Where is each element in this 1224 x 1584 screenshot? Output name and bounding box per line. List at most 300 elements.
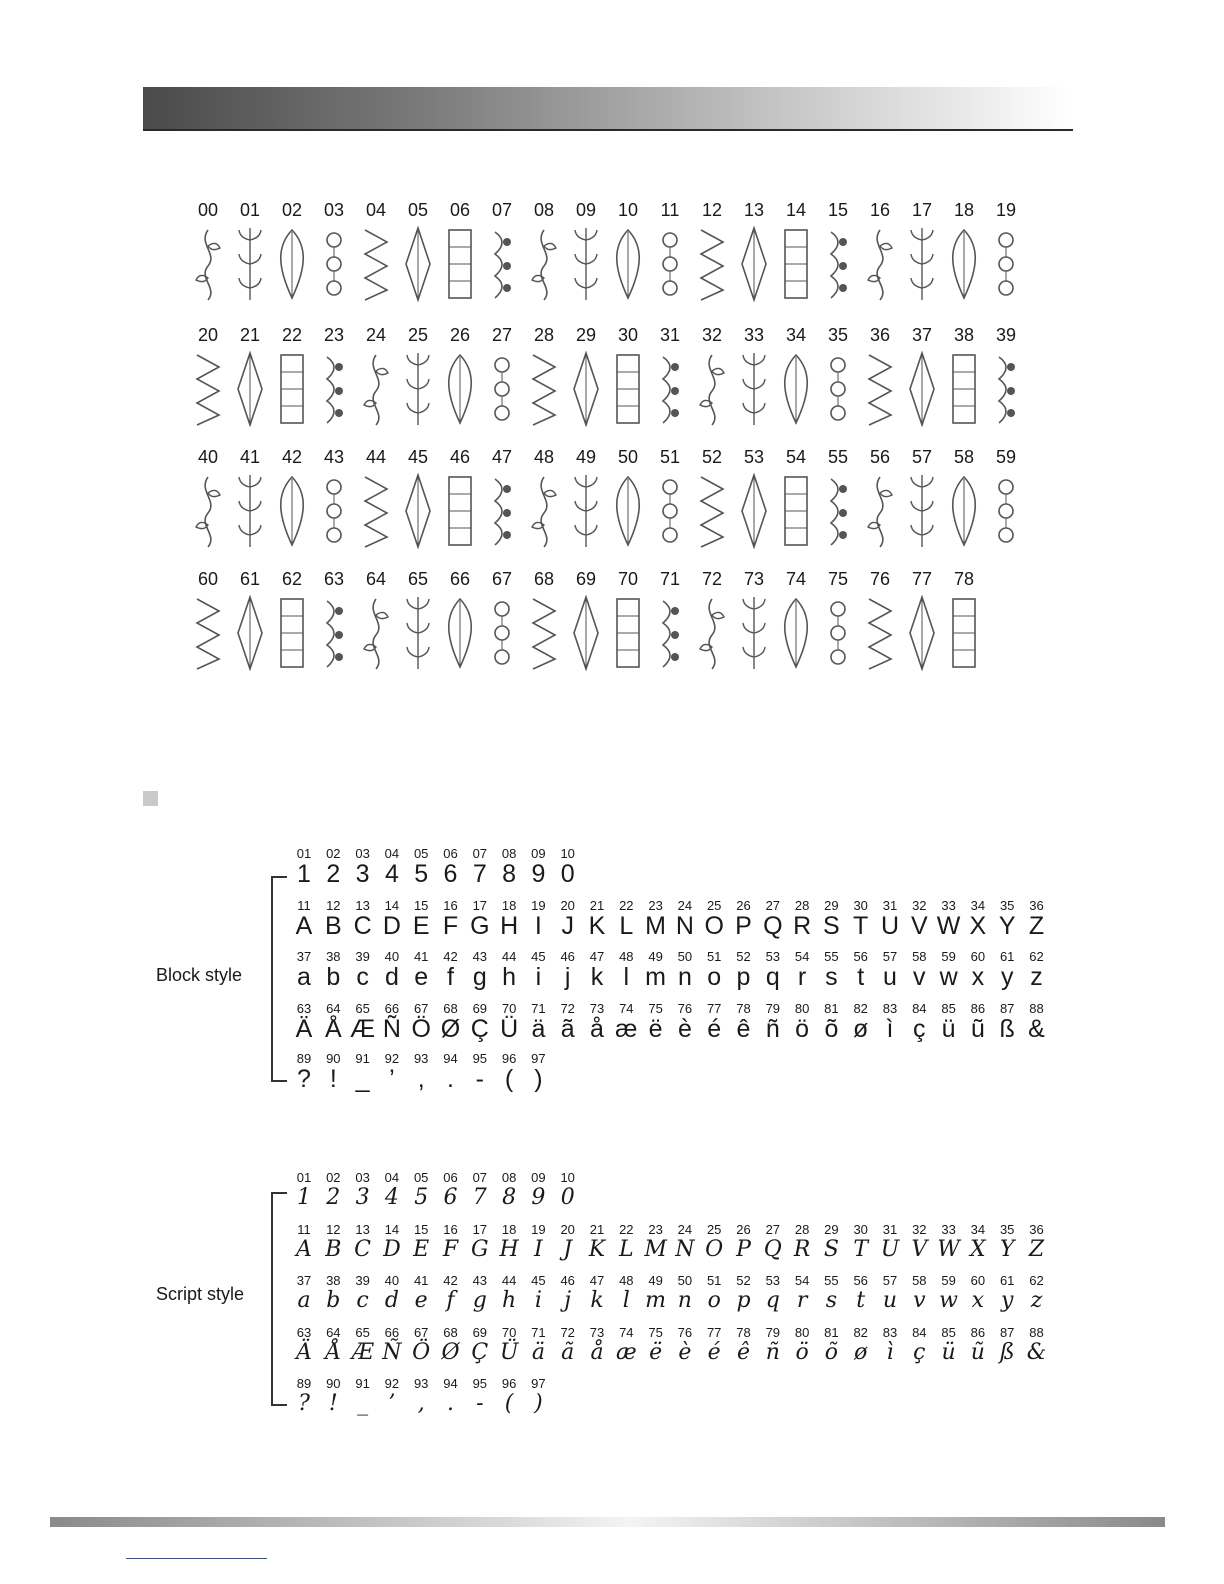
pattern-cell [985, 447, 1027, 557]
char-number: 09 [531, 1170, 546, 1185]
pattern-number: 02 [281, 200, 303, 220]
pattern-cell [481, 200, 523, 310]
pattern-number: 37 [911, 325, 933, 345]
pattern-cell [901, 325, 943, 435]
char-number: 91 [355, 1051, 370, 1066]
block-style-label: Block style [156, 965, 243, 985]
char-glyph: ì [886, 1340, 894, 1365]
char-number: 09 [531, 846, 546, 861]
char-glyph: f [447, 963, 454, 991]
char-glyph: 6 [443, 1185, 458, 1210]
swirl-stem-icon [571, 351, 601, 427]
pattern-number: 75 [827, 569, 849, 589]
pattern-cell [817, 200, 859, 310]
char-glyph: 2 [326, 860, 341, 888]
char-glyph: Æ [350, 1015, 376, 1043]
pattern-number: 72 [701, 569, 723, 589]
bow-icon [361, 595, 391, 671]
pattern-cell [943, 569, 985, 679]
char-glyph: 8 [502, 1185, 517, 1210]
char-number: 02 [326, 1170, 341, 1185]
char-number: 24 [677, 898, 693, 913]
char-glyph: õ [824, 1015, 839, 1043]
char-glyph: 1 [297, 1185, 311, 1210]
pattern-number: 29 [575, 325, 597, 345]
char-glyph: ) [534, 1391, 543, 1416]
pattern-cell [607, 200, 649, 310]
char-glyph: ’ [388, 1391, 396, 1416]
char-number: 92 [384, 1051, 400, 1066]
star-solid-icon [949, 351, 979, 427]
char-glyph: A [295, 912, 313, 940]
char-number: 96 [501, 1051, 517, 1066]
char-glyph: G [471, 1237, 489, 1262]
char-glyph: . [447, 1065, 454, 1093]
pattern-number: 27 [491, 325, 513, 345]
char-glyph: ? [298, 1391, 310, 1416]
header-rule [143, 129, 1073, 131]
wave-band-icon [907, 473, 937, 549]
pattern-number: 47 [491, 447, 513, 467]
char-number: 92 [384, 1376, 400, 1391]
char-glyph: d [384, 1288, 399, 1313]
char-glyph: h [502, 1288, 517, 1313]
pattern-cell [523, 569, 565, 679]
char-number: 10 [560, 846, 575, 861]
tulip-bud-icon [655, 351, 685, 427]
char-number: 95 [472, 1376, 488, 1391]
char-glyph: Ü [500, 1015, 519, 1043]
char-glyph: Ñ [382, 1015, 401, 1043]
char-glyph: O [704, 912, 724, 940]
char-number: 59 [941, 949, 956, 964]
char-number: 43 [472, 1273, 488, 1288]
char-glyph: - [476, 1391, 484, 1416]
pattern-number: 38 [953, 325, 975, 345]
char-glyph: _ [357, 1391, 369, 1416]
pattern-cell [901, 569, 943, 679]
char-number: 59 [941, 1273, 956, 1288]
pattern-cell [481, 325, 523, 435]
char-number: 97 [531, 1051, 546, 1066]
char-number: 73 [589, 1325, 605, 1340]
char-glyph: p [736, 963, 751, 991]
char-glyph: Å [325, 1340, 342, 1365]
pattern-number: 20 [197, 325, 219, 345]
char-number: 77 [706, 1001, 722, 1016]
scroll-cross-icon [277, 595, 307, 671]
char-glyph: Ø [441, 1340, 460, 1365]
char-number: 79 [765, 1325, 781, 1340]
char-number: 86 [970, 1325, 986, 1340]
pattern-number: 73 [743, 569, 765, 589]
flower-spray-icon [487, 351, 517, 427]
pattern-number: 35 [827, 325, 849, 345]
char-number: 31 [882, 1222, 898, 1237]
char-glyph: Å [324, 1015, 342, 1043]
char-glyph: æ [615, 1340, 637, 1365]
pattern-cell [523, 325, 565, 435]
quatrefoil-icon [697, 351, 727, 427]
char-glyph: z [1030, 1288, 1043, 1313]
pattern-number: 44 [365, 447, 387, 467]
char-glyph: 1 [297, 860, 311, 888]
pattern-number: 68 [533, 569, 555, 589]
pattern-number: 30 [617, 325, 639, 345]
char-glyph: i [535, 963, 542, 991]
pattern-cell [187, 200, 229, 310]
char-number: 93 [413, 1051, 429, 1066]
zigzag-leaf-icon [739, 351, 769, 427]
pattern-number: 59 [995, 447, 1017, 467]
char-number: 22 [619, 1222, 634, 1237]
char-glyph: ø [854, 1340, 868, 1365]
char-glyph: ã [560, 1015, 575, 1043]
char-glyph: ’ [389, 1065, 395, 1093]
char-number: 03 [355, 1170, 370, 1185]
pattern-cell [355, 200, 397, 310]
char-number: 84 [912, 1325, 927, 1340]
char-glyph: C [353, 912, 372, 940]
char-number: 40 [384, 1273, 400, 1288]
rose-stem-icon [949, 226, 979, 302]
char-glyph: æ [615, 1015, 638, 1043]
checker-step-icon [445, 473, 475, 549]
figure-eight-icon [445, 595, 475, 671]
char-glyph: d [384, 963, 399, 991]
pattern-number: 58 [953, 447, 975, 467]
snowflake-grid-icon [865, 351, 895, 427]
block-style-bracket [271, 876, 287, 1082]
char-glyph: K [588, 1237, 606, 1262]
char-number: 75 [648, 1001, 663, 1016]
pattern-number: 40 [197, 447, 219, 467]
pattern-number: 17 [911, 200, 933, 220]
char-glyph: ç [913, 1015, 926, 1043]
char-number: 25 [706, 898, 722, 913]
char-number: 90 [326, 1376, 341, 1391]
pattern-number: 24 [365, 325, 387, 345]
char-number: 50 [677, 949, 693, 964]
pattern-cell [607, 447, 649, 557]
pattern-cell [313, 200, 355, 310]
char-glyph: 7 [472, 860, 487, 888]
char-glyph: q [765, 1288, 780, 1313]
char-glyph: è [678, 1340, 692, 1365]
pattern-cell [817, 325, 859, 435]
char-number: 71 [531, 1325, 546, 1340]
char-glyph: U [880, 912, 900, 940]
pattern-cell [355, 325, 397, 435]
char-glyph: u [882, 1288, 898, 1313]
flower-leaf-icon [403, 351, 433, 427]
char-glyph: q [765, 963, 780, 991]
char-number: 80 [794, 1001, 810, 1016]
char-glyph: n [677, 1288, 692, 1313]
char-number: 12 [326, 898, 341, 913]
pattern-cell [775, 447, 817, 557]
char-number: 87 [999, 1001, 1015, 1016]
char-number: 67 [413, 1325, 429, 1340]
pattern-cell [229, 200, 271, 310]
char-number: 72 [560, 1001, 575, 1016]
char-glyph: ä [531, 1340, 545, 1365]
char-glyph: ũ [970, 1340, 985, 1365]
char-number: 35 [999, 898, 1015, 913]
dash-line-icon [613, 473, 643, 549]
char-number: 11 [297, 898, 311, 913]
footer-bar [50, 1517, 1165, 1527]
char-number: 02 [326, 846, 341, 861]
char-number: 88 [1029, 1001, 1044, 1016]
char-number: 93 [413, 1376, 429, 1391]
char-number: 62 [1029, 949, 1044, 964]
char-number: 48 [619, 949, 634, 964]
char-glyph: e [414, 1288, 428, 1313]
pattern-number: 23 [323, 325, 345, 345]
char-glyph: j [564, 963, 571, 991]
char-number: 14 [384, 1222, 400, 1237]
char-number: 28 [794, 898, 810, 913]
pattern-cell [355, 447, 397, 557]
char-number: 94 [443, 1376, 458, 1391]
pattern-number: 05 [407, 200, 429, 220]
chevron-stack-icon [277, 473, 307, 549]
char-number: 37 [296, 949, 312, 964]
char-glyph: i [534, 1288, 542, 1313]
pattern-cell [985, 200, 1027, 310]
char-glyph: ì [886, 1015, 894, 1043]
char-number: 01 [296, 1170, 312, 1185]
char-glyph: g [472, 1288, 487, 1313]
leaf-outline-icon [529, 226, 559, 302]
pattern-number: 66 [449, 569, 471, 589]
char-glyph: W [937, 1237, 960, 1262]
char-number: 24 [677, 1222, 693, 1237]
char-glyph: é [707, 1340, 721, 1365]
char-glyph: Y [998, 912, 1016, 940]
char-number: 56 [853, 949, 868, 964]
char-glyph: n [677, 963, 692, 991]
leaf-curl-icon [655, 226, 685, 302]
char-number: 85 [941, 1001, 956, 1016]
char-glyph: é [707, 1015, 722, 1043]
char-glyph: A [296, 1237, 312, 1262]
pattern-number: 63 [323, 569, 345, 589]
leaf-vine-icon [235, 226, 265, 302]
leaf-solid-icon [739, 226, 769, 302]
pattern-row [187, 200, 1047, 310]
char-number: 31 [882, 898, 898, 913]
stair-icon [571, 473, 601, 549]
char-glyph: h [502, 963, 517, 991]
char-number: 78 [736, 1325, 751, 1340]
char-number: 74 [619, 1325, 634, 1340]
leaf-wave-icon [781, 226, 811, 302]
pattern-cell [439, 447, 481, 557]
pattern-cell [607, 569, 649, 679]
leaf-bow-icon [403, 595, 433, 671]
sprig-icon [487, 226, 517, 302]
char-glyph: T [853, 1237, 869, 1262]
char-number: 78 [736, 1001, 751, 1016]
char-glyph: D [383, 1237, 401, 1262]
pattern-cell [733, 325, 775, 435]
char-number: 06 [443, 1170, 458, 1185]
pattern-number: 12 [701, 200, 723, 220]
char-glyph: , [417, 1391, 425, 1416]
char-number: 50 [677, 1273, 693, 1288]
char-number: 56 [853, 1273, 868, 1288]
char-glyph: ! [329, 1065, 337, 1093]
char-glyph: x [971, 963, 985, 991]
char-number: 60 [970, 1273, 986, 1288]
pattern-cell [943, 447, 985, 557]
s-curve-icon [235, 595, 265, 671]
pattern-cell [775, 200, 817, 310]
pattern-number: 14 [785, 200, 807, 220]
leaf-swirl-icon [277, 226, 307, 302]
char-glyph: v [913, 1288, 926, 1313]
char-number: 29 [824, 898, 839, 913]
char-number: 87 [999, 1325, 1015, 1340]
pattern-cell [229, 447, 271, 557]
char-glyph: ũ [970, 1015, 985, 1043]
char-number: 42 [443, 949, 458, 964]
char-glyph: u [883, 963, 897, 991]
char-number: 27 [765, 1222, 781, 1237]
char-number: 60 [970, 949, 986, 964]
char-glyph: S [823, 912, 840, 940]
char-number: 45 [531, 949, 546, 964]
pattern-number: 00 [197, 200, 219, 220]
pattern-number: 69 [575, 569, 597, 589]
pattern-cell [775, 569, 817, 679]
char-glyph: j [564, 1288, 572, 1313]
char-glyph: y [1000, 963, 1014, 991]
char-number: 67 [413, 1001, 429, 1016]
char-number: 39 [355, 1273, 370, 1288]
char-glyph: è [677, 1015, 692, 1043]
char-glyph: s [825, 963, 838, 991]
pattern-row [187, 325, 1047, 435]
pattern-cell [859, 569, 901, 679]
char-number: 32 [912, 898, 927, 913]
char-number: 43 [472, 949, 488, 964]
char-glyph: J [563, 1237, 573, 1262]
char-glyph: ö [795, 1015, 810, 1043]
section-marker-icon [143, 791, 158, 806]
char-number: 41 [413, 949, 429, 964]
char-glyph: a [297, 963, 311, 991]
char-number: 13 [355, 898, 370, 913]
pattern-cell [859, 447, 901, 557]
char-glyph: J [561, 912, 574, 940]
pattern-number: 60 [197, 569, 219, 589]
char-number: 61 [999, 1273, 1015, 1288]
pattern-number: 22 [281, 325, 303, 345]
char-glyph: b [326, 1288, 341, 1313]
char-glyph: å [590, 1015, 604, 1043]
char-number: 65 [355, 1001, 370, 1016]
char-number: 83 [882, 1001, 898, 1016]
pattern-cell [859, 325, 901, 435]
feather-stitch-icon [781, 351, 811, 427]
char-glyph: w [939, 1288, 959, 1313]
pattern-number: 48 [533, 447, 555, 467]
leaf-striped-icon [571, 226, 601, 302]
char-number: 15 [413, 1222, 429, 1237]
rose-vine-icon [193, 351, 223, 427]
char-glyph: k [590, 963, 604, 991]
char-glyph: ä [531, 1015, 546, 1043]
char-number: 15 [413, 898, 429, 913]
diamond-link-icon [571, 595, 601, 671]
char-number: 17 [472, 1222, 488, 1237]
char-glyph: g [472, 963, 487, 991]
char-glyph: õ [824, 1340, 839, 1365]
char-number: 62 [1029, 1273, 1044, 1288]
char-number: 33 [941, 898, 956, 913]
char-glyph: T [853, 912, 869, 940]
leaf-fan-icon [613, 226, 643, 302]
char-number: 25 [706, 1222, 722, 1237]
pattern-cell [565, 447, 607, 557]
char-glyph: . [447, 1391, 454, 1416]
char-glyph: P [735, 912, 752, 940]
char-number: 08 [501, 1170, 517, 1185]
fan-icon [865, 473, 895, 549]
script-style-label: Script style [156, 1284, 245, 1304]
char-glyph: V [911, 1237, 928, 1262]
pattern-number: 19 [995, 200, 1017, 220]
pattern-cell [313, 569, 355, 679]
char-glyph: ë [648, 1015, 663, 1043]
char-glyph: y [1000, 1288, 1014, 1313]
pattern-number: 57 [911, 447, 933, 467]
char-number: 89 [296, 1376, 312, 1391]
char-glyph: X [970, 1237, 986, 1262]
char-number: 41 [413, 1273, 429, 1288]
rose-icon [991, 226, 1021, 302]
char-number: 53 [765, 949, 781, 964]
char-number: 70 [501, 1001, 517, 1016]
char-number: 52 [736, 949, 751, 964]
bow-vine-icon [823, 595, 853, 671]
char-number: 39 [355, 949, 370, 964]
pattern-number: 65 [407, 569, 429, 589]
tulip-outline-icon [361, 351, 391, 427]
pattern-number: 07 [491, 200, 513, 220]
pattern-row [187, 569, 1047, 679]
pattern-cell [859, 200, 901, 310]
pattern-row [187, 447, 1047, 557]
tulip-stack-icon [865, 226, 895, 302]
pattern-cell [229, 325, 271, 435]
char-glyph: ê [736, 1015, 751, 1043]
char-glyph: ) [534, 1065, 543, 1093]
pattern-number: 28 [533, 325, 555, 345]
char-number: 57 [882, 949, 898, 964]
char-number: 16 [443, 898, 458, 913]
char-glyph: 3 [355, 860, 370, 888]
char-number: 51 [706, 949, 722, 964]
char-number: 96 [501, 1376, 517, 1391]
char-number: 49 [648, 949, 663, 964]
char-number: 44 [501, 1273, 517, 1288]
char-glyph: E [413, 1237, 430, 1262]
scroll-curl-icon [319, 595, 349, 671]
